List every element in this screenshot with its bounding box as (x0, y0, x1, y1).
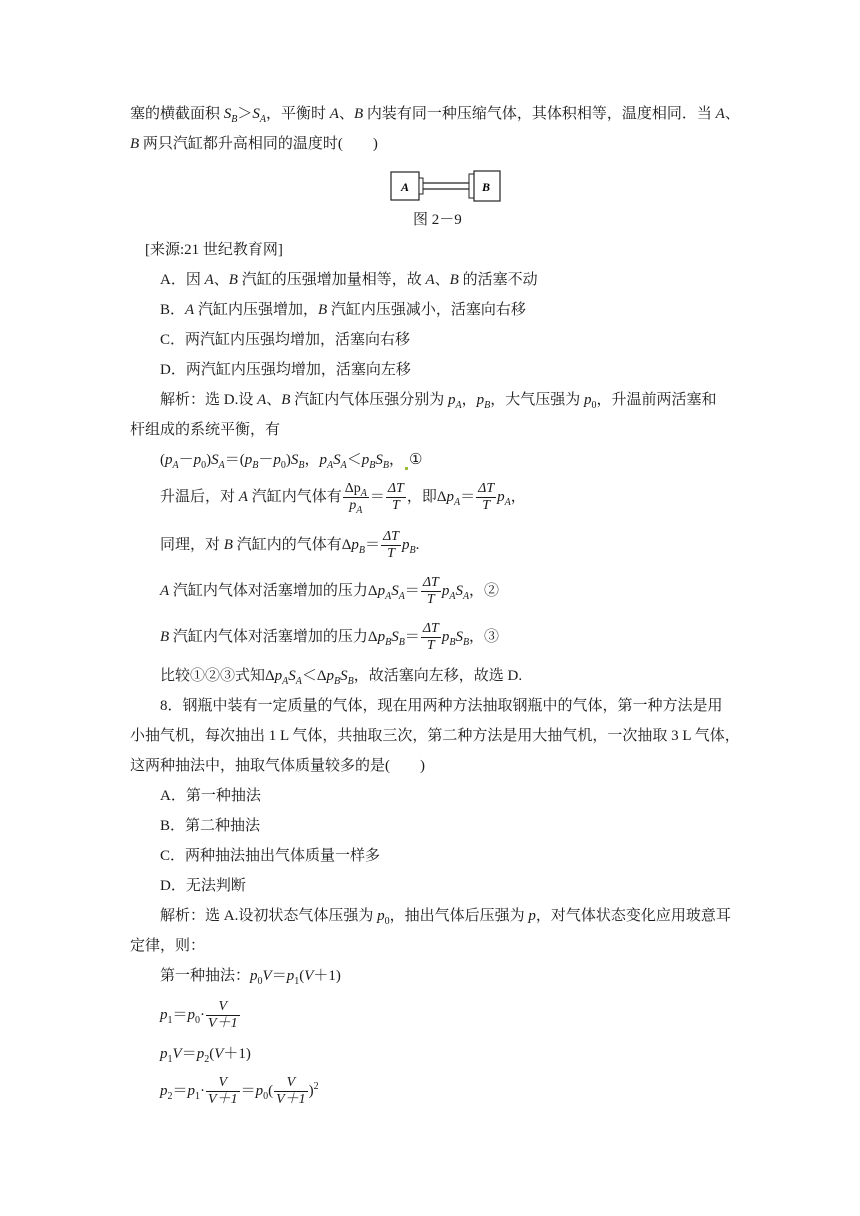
text: － (178, 452, 194, 468)
text: ， (510, 489, 526, 505)
symbol: p (160, 1007, 168, 1023)
symbol: A (160, 583, 170, 599)
text: 第一种抽法： (160, 968, 251, 984)
text: ) (308, 1083, 314, 1099)
q7-equation-1 (160, 450, 422, 470)
text: B． (160, 302, 186, 318)
symbol: p (319, 452, 327, 468)
piston-a (419, 178, 423, 194)
symbol: p (447, 392, 456, 408)
text: ，② (469, 583, 500, 599)
subscript: A (172, 460, 179, 471)
symbol: p (160, 1046, 168, 1062)
subscript: 0 (257, 976, 263, 987)
symbol: p (497, 489, 505, 505)
source-note: [来源:21 世纪教育网] (145, 242, 283, 258)
symbol: p (273, 452, 281, 468)
fraction (343, 481, 369, 514)
subscript: 0 (201, 460, 207, 471)
text: ，③ (469, 629, 500, 645)
text: · (200, 1083, 206, 1099)
fraction (274, 1075, 308, 1108)
q7-option-b (160, 300, 526, 320)
subscript: B (334, 676, 341, 687)
subscript: A (282, 676, 289, 687)
text: ) (206, 452, 212, 468)
text: ( (209, 1046, 215, 1062)
text: ＝ (172, 1083, 188, 1099)
symbol: V (262, 968, 272, 984)
text: ＝ (172, 1007, 188, 1023)
text: 汽缸内气体有 (247, 489, 342, 505)
text: ， (304, 452, 320, 468)
symbol: p (377, 629, 386, 645)
symbol: A (715, 106, 725, 122)
q7-analysis-line2: 杆组成的系统平衡，有 (130, 422, 281, 438)
subscript: B (358, 545, 365, 556)
subscript: 1 (294, 976, 300, 987)
q8-stem-line1: 8．钢瓶中装有一定质量的气体，现在用两种方法抽取钢瓶中的气体，第一种方法是用 (160, 698, 723, 714)
q7-option-a (160, 270, 538, 290)
text: ＝ (364, 537, 380, 553)
symbol: p (583, 392, 592, 408)
text: ) (285, 452, 291, 468)
subscript: A (360, 487, 367, 499)
q7-equation-4 (160, 574, 499, 608)
text: 汽缸内压强减小，活塞向右移 (327, 302, 526, 318)
subscript: B (298, 460, 305, 471)
q8-step-4 (160, 1074, 319, 1108)
subscript: 2 (167, 1091, 173, 1102)
symbol: S (391, 583, 399, 599)
text: 塞的横截面积 (130, 106, 224, 122)
numerator: V (206, 999, 240, 1016)
text: Δp (344, 481, 361, 497)
symbol: p (196, 1046, 205, 1062)
superscript: 2 (313, 1081, 319, 1092)
subscript: B (369, 460, 376, 471)
symbol: p (250, 968, 258, 984)
text: . (415, 537, 420, 553)
q8-step-3 (160, 1044, 251, 1064)
numerator: ΔT (422, 575, 439, 591)
text: 汽缸内压强增加， (194, 302, 318, 318)
text: ， (388, 452, 404, 468)
text: ，大气压强为 (490, 392, 584, 408)
symbol: V (304, 968, 314, 984)
text: ，平衡时 (266, 106, 330, 122)
text: ，故活塞向左移，故选 D. (353, 668, 523, 684)
symbol: A (204, 272, 214, 288)
text: － (258, 452, 274, 468)
subscript: A (356, 504, 363, 516)
text: ＝ (369, 489, 385, 505)
text: 的活塞不动 (458, 272, 538, 288)
denominator: T (387, 546, 395, 562)
numerator: ΔT (382, 529, 399, 545)
text: ＞ (237, 106, 253, 122)
text: ，升温前两活塞和 (596, 392, 717, 408)
symbol: V (172, 1046, 182, 1062)
q8-analysis-line2: 定律，则： (130, 938, 206, 954)
symbol: p (377, 908, 385, 924)
fraction (386, 481, 406, 514)
symbol: p (377, 583, 386, 599)
symbol: p (187, 1083, 196, 1099)
subscript: 0 (195, 1015, 201, 1026)
symbol: p (441, 629, 450, 645)
symbol: p (187, 1007, 196, 1023)
symbol: B (160, 629, 170, 645)
denominator: T (391, 498, 400, 514)
subscript: B (385, 637, 392, 648)
text: ， (461, 392, 477, 408)
symbol: A (257, 392, 267, 408)
text: 汽缸内气体对活塞增加的压力Δ (169, 629, 378, 645)
text: 汽缸的压强增加量相等，故 (237, 272, 426, 288)
denominator (343, 498, 369, 514)
cylinder-b-label: B (482, 180, 491, 194)
text: ＝ (404, 629, 420, 645)
q8-step-1 (160, 966, 341, 986)
text: 、 (266, 392, 282, 408)
q7-equation-5 (160, 620, 499, 654)
symbol: A (238, 489, 248, 505)
symbol: B (281, 392, 291, 408)
symbol: p (286, 968, 295, 984)
subscript: B (409, 545, 416, 556)
text: ＋1) (313, 968, 341, 984)
q8-option-b: B．第二种抽法 (160, 818, 261, 834)
subscript: 0 (384, 916, 390, 927)
subscript: A (454, 497, 461, 508)
text: ＝ (240, 1083, 256, 1099)
text: 升温后，对 (160, 489, 239, 505)
symbol: B (317, 302, 328, 318)
text: ( (299, 968, 305, 984)
subscript: A (340, 460, 347, 471)
q8-analysis-line1 (160, 906, 731, 926)
symbol: S (223, 106, 232, 122)
denominator: V＋1 (208, 1016, 238, 1032)
subscript: 0 (280, 460, 286, 471)
mark-dot (405, 467, 408, 470)
text: 、 (434, 272, 450, 288)
symbol: S (455, 629, 463, 645)
text: 汽缸内气体对活塞增加的压力Δ (169, 583, 378, 599)
text: ＜Δ (301, 668, 327, 684)
text: 解析：选 A.设初状态气体压强为 (160, 908, 378, 924)
symbol: p (160, 1083, 168, 1099)
text: 内装有同一种压缩气体，其体积相等，温度相同．当 (363, 106, 716, 122)
fraction (421, 575, 441, 608)
symbol: S (333, 452, 341, 468)
numerator: ΔT (478, 481, 495, 497)
subscript: B (449, 637, 456, 648)
text: ＝( (224, 452, 245, 468)
symbol: p (351, 537, 359, 553)
subscript: B (398, 637, 405, 648)
q7-analysis-line1 (160, 390, 716, 410)
denominator: V＋1 (276, 1092, 306, 1108)
subscript: 0 (591, 400, 597, 411)
subscript: B (347, 676, 354, 687)
denominator: T (426, 638, 435, 654)
symbol: p (401, 537, 410, 553)
denominator: V＋1 (208, 1092, 238, 1108)
subscript: 2 (204, 1054, 210, 1065)
symbol: S (375, 452, 383, 468)
text: 比较①②③式知Δ (160, 668, 275, 684)
cylinder-figure (390, 170, 502, 207)
text: ＋1) (223, 1046, 251, 1062)
subscript: A (504, 497, 511, 508)
subscript: A (385, 591, 392, 602)
symbol: p (165, 452, 173, 468)
figure-caption: 图 2－9 (413, 212, 462, 228)
text: 、 (213, 272, 229, 288)
q8-option-a: A．第一种抽法 (160, 788, 261, 804)
fraction (206, 1075, 240, 1108)
text: ，抽出气体后压强为 (389, 908, 529, 924)
cylinder-a-label: A (401, 180, 410, 194)
symbol: p (193, 452, 202, 468)
q7-equation-2 (160, 480, 526, 514)
subscript: B (231, 114, 238, 125)
q7-stem-line2 (130, 134, 378, 154)
symbol: A (329, 106, 339, 122)
symbol: B (223, 537, 233, 553)
symbol: p (349, 498, 357, 514)
subscript: A (462, 591, 470, 602)
text: 、 (724, 106, 740, 122)
denominator: T (482, 498, 491, 514)
symbol: p (244, 452, 253, 468)
numerator: ΔT (422, 621, 439, 637)
numerator: V (274, 1075, 308, 1092)
q8-stem-line2: 小抽气机，每次抽出 1 L 气体，共抽取三次，第二种方法是用大抽气机，一次抽取 3 L 气体， (130, 728, 740, 744)
subscript: A (295, 676, 302, 687)
symbol: p (255, 1083, 264, 1099)
numerator: ΔT (387, 481, 404, 497)
subscript: A (326, 460, 334, 471)
fraction (476, 481, 496, 514)
q8-option-d: D．无法判断 (160, 878, 246, 894)
fraction (206, 999, 240, 1032)
q7-conclusion (160, 666, 522, 686)
symbol: p (446, 489, 455, 505)
text: 、 (338, 106, 354, 122)
text: C．两汽缸内压强均增加，活塞向右移 (160, 332, 411, 348)
symbol: p (441, 583, 450, 599)
symbol: p (361, 452, 370, 468)
text: ＝ (460, 489, 476, 505)
symbol: B (130, 136, 140, 152)
text: ( (268, 1083, 274, 1099)
symbol: S (290, 452, 299, 468)
subscript: A (218, 460, 225, 471)
symbol: S (340, 668, 348, 684)
subscript: 1 (195, 1091, 201, 1102)
subscript: A (398, 591, 405, 602)
symbol: p (274, 668, 283, 684)
symbol: S (211, 452, 219, 468)
text: ，对气体状态变化应用玻意耳 (535, 908, 731, 924)
q8-option-c: C．两种抽法抽出气体质量一样多 (160, 848, 381, 864)
text: 解析：选 D.设 (160, 392, 258, 408)
q7-option-c (160, 330, 410, 350)
symbol: p (476, 392, 485, 408)
q8-step-2 (160, 998, 241, 1032)
subscript: B (252, 460, 259, 471)
symbol: B (228, 272, 238, 288)
symbol: S (455, 583, 463, 599)
text: ＝ (271, 968, 287, 984)
subscript: B (382, 460, 389, 471)
subscript: 0 (263, 1091, 269, 1102)
fraction (381, 529, 401, 562)
symbol: V (214, 1046, 224, 1062)
text: 两只汽缸都升高相同的温度时( ) (139, 136, 378, 152)
subscript: A (455, 400, 462, 411)
text: ＜ (346, 452, 362, 468)
subscript: 1 (167, 1054, 173, 1065)
text: 汽缸内的气体有Δ (232, 537, 352, 553)
symbol: B (449, 272, 459, 288)
symbol: A (185, 302, 195, 318)
text: A．因 (160, 272, 205, 288)
text: ( (160, 452, 165, 468)
subscript: B (462, 637, 470, 648)
text: ① (408, 452, 423, 468)
text: 汽缸内气体压强分别为 (290, 392, 448, 408)
text: ＝ (181, 1046, 197, 1062)
fraction (421, 621, 441, 654)
text: 同理，对 (160, 537, 224, 553)
q7-equation-3 (160, 528, 419, 562)
symbol: S (252, 106, 260, 122)
text: ，即Δ (406, 489, 447, 505)
symbol: S (391, 629, 399, 645)
symbol: B (353, 106, 364, 122)
q7-stem-line1 (130, 104, 740, 124)
numerator (343, 481, 369, 498)
subscript: A (449, 591, 456, 602)
denominator: T (426, 592, 435, 608)
text: D．两汽缸内压强均增加，活塞向左移 (160, 362, 411, 378)
cylinder-diagram (390, 170, 502, 202)
symbol: S (288, 668, 296, 684)
subscript: A (259, 114, 266, 125)
piston-b (469, 174, 474, 198)
q7-option-d (160, 360, 411, 380)
text: · (200, 1007, 206, 1023)
subscript: B (484, 400, 491, 411)
numerator: V (206, 1075, 240, 1092)
symbol: p (528, 908, 536, 924)
subscript: 1 (167, 1015, 173, 1026)
symbol: p (326, 668, 335, 684)
q8-stem-line3: 这两种抽法中，抽取气体质量较多的是( ) (130, 758, 425, 774)
text: ＝ (404, 583, 420, 599)
symbol: A (425, 272, 435, 288)
